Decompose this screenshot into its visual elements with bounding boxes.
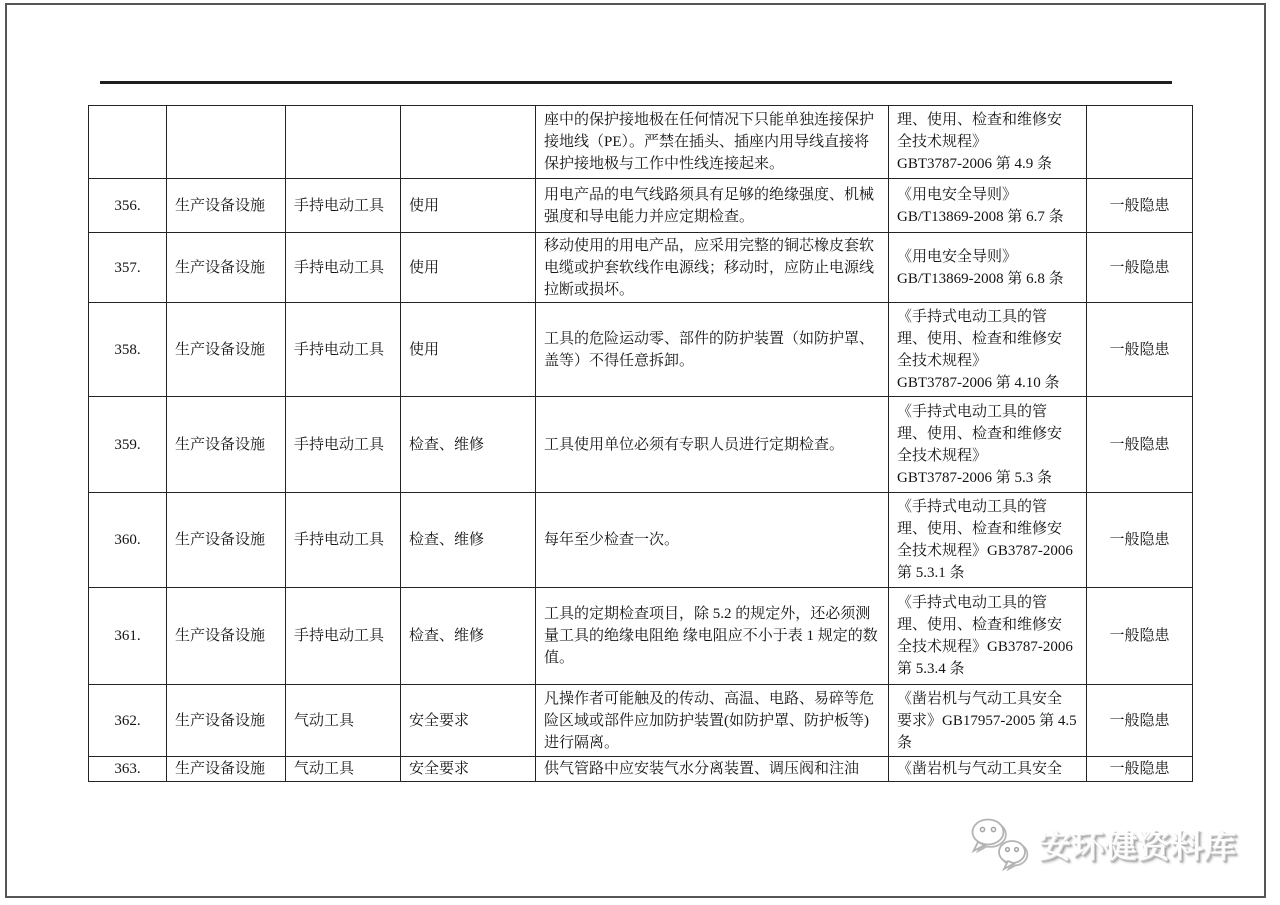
cell-subcategory: 手持电动工具 xyxy=(286,588,401,685)
cell-subcategory: 手持电动工具 xyxy=(286,493,401,588)
cell-description: 工具的定期检查项目，除 5.2 的规定外，还必须测量工具的绝缘电阻绝 缘电阻应不小于表 1 规定的数值。 xyxy=(536,588,889,685)
cell-category: 生产设备设施 xyxy=(167,685,286,757)
cell-reference: 理、使用、检查和维修安 全技术规程》 GBT3787-2006 第 4.9 条 xyxy=(889,106,1087,179)
cell-activity: 检查、维修 xyxy=(401,493,536,588)
cell-no xyxy=(89,106,167,179)
hazard-table-body xyxy=(89,106,1193,782)
cell-subcategory: 手持电动工具 xyxy=(286,303,401,397)
cell-activity: 使用 xyxy=(401,233,536,303)
cell-subcategory: 手持电动工具 xyxy=(286,397,401,493)
cell-description: 座中的保护接地极在任何情况下只能单独连接保护接地线（PE）。严禁在插头、插座内用导线直接将保护接地极与工作中性线连接起来。 xyxy=(536,106,889,179)
cell-reference: 《用电安全导则》 GB/T13869-2008 第 6.8 条 xyxy=(889,233,1087,303)
cell-activity: 检查、维修 xyxy=(401,397,536,493)
cell-description: 工具使用单位必须有专职人员进行定期检查。 xyxy=(536,397,889,493)
cell-hazard xyxy=(1087,106,1193,179)
cell-category: 生产设备设施 xyxy=(167,397,286,493)
cell-description: 用电产品的电气线路须具有足够的绝缘强度、机械强度和导电能力并应定期检查。 xyxy=(536,179,889,233)
table-row xyxy=(89,493,1193,588)
cell-hazard: 一般隐患 xyxy=(1087,757,1193,782)
cell-hazard: 一般隐患 xyxy=(1087,493,1193,588)
table-row xyxy=(89,303,1193,397)
table-row xyxy=(89,179,1193,233)
cell-reference: 《手持式电动工具的管 理、使用、检查和维修安 全技术规程》 GBT3787-2006 第 4.10 条 xyxy=(889,303,1087,397)
cell-reference: 《手持式电动工具的管 理、使用、检查和维修安 全技术规程》GB3787-2006 第 5.3.1 条 xyxy=(889,493,1087,588)
cell-reference: 《手持式电动工具的管 理、使用、检查和维修安 全技术规程》GB3787-2006 第 5.3.4 条 xyxy=(889,588,1087,685)
wechat-icon xyxy=(968,816,1030,872)
cell-subcategory: 气动工具 xyxy=(286,685,401,757)
cell-reference: 《凿岩机与气动工具安全 xyxy=(889,757,1087,782)
cell-activity: 安全要求 xyxy=(401,685,536,757)
cell-no: 362. xyxy=(89,685,167,757)
cell-hazard: 一般隐患 xyxy=(1087,685,1193,757)
cell-activity: 使用 xyxy=(401,303,536,397)
cell-no: 361. xyxy=(89,588,167,685)
table-row xyxy=(89,685,1193,757)
cell-activity: 安全要求 xyxy=(401,757,536,782)
hazard-checklist-table xyxy=(88,105,1193,782)
cell-no: 357. xyxy=(89,233,167,303)
cell-category: 生产设备设施 xyxy=(167,233,286,303)
cell-subcategory xyxy=(286,106,401,179)
cell-reference: 《凿岩机与气动工具安全 要求》GB17957-2005 第 4.5 条 xyxy=(889,685,1087,757)
cell-activity: 检查、维修 xyxy=(401,588,536,685)
cell-hazard: 一般隐患 xyxy=(1087,397,1193,493)
cell-subcategory: 气动工具 xyxy=(286,757,401,782)
cell-description: 工具的危险运动零、部件的防护装置（如防护罩、盖等）不得任意拆卸。 xyxy=(536,303,889,397)
cell-subcategory: 手持电动工具 xyxy=(286,233,401,303)
cell-no: 358. xyxy=(89,303,167,397)
cell-no: 360. xyxy=(89,493,167,588)
cell-description: 移动使用的用电产品，应采用完整的铜芯橡皮套软电缆或护套软线作电源线；移动时，应防止电源线拉断或损坏。 xyxy=(536,233,889,303)
cell-activity xyxy=(401,106,536,179)
header-rule xyxy=(100,81,1172,84)
table-row xyxy=(89,397,1193,493)
cell-category: 生产设备设施 xyxy=(167,303,286,397)
cell-reference: 《用电安全导则》 GB/T13869-2008 第 6.7 条 xyxy=(889,179,1087,233)
table-row xyxy=(89,233,1193,303)
cell-hazard: 一般隐患 xyxy=(1087,303,1193,397)
cell-category: 生产设备设施 xyxy=(167,757,286,782)
cell-reference: 《手持式电动工具的管 理、使用、检查和维修安 全技术规程》 GBT3787-2006 第 5.3 条 xyxy=(889,397,1087,493)
table-row xyxy=(89,106,1193,179)
cell-category: 生产设备设施 xyxy=(167,493,286,588)
cell-category xyxy=(167,106,286,179)
watermark-text: 安环健资料库 xyxy=(1039,828,1238,864)
cell-category: 生产设备设施 xyxy=(167,179,286,233)
cell-description: 每年至少检查一次。 xyxy=(536,493,889,588)
table-row xyxy=(89,757,1193,782)
cell-no: 359. xyxy=(89,397,167,493)
watermark xyxy=(968,812,1260,876)
cell-hazard: 一般隐患 xyxy=(1087,588,1193,685)
cell-description: 凡操作者可能触及的传动、高温、电路、易碎等危险区域或部件应加防护装置(如防护罩、防护板等)进行隔离。 xyxy=(536,685,889,757)
cell-description: 供气管路中应安装气水分离装置、调压阀和注油 xyxy=(536,757,889,782)
cell-activity: 使用 xyxy=(401,179,536,233)
cell-subcategory: 手持电动工具 xyxy=(286,179,401,233)
cell-no: 363. xyxy=(89,757,167,782)
cell-no: 356. xyxy=(89,179,167,233)
cell-hazard: 一般隐患 xyxy=(1087,233,1193,303)
table-row xyxy=(89,588,1193,685)
cell-hazard: 一般隐患 xyxy=(1087,179,1193,233)
cell-category: 生产设备设施 xyxy=(167,588,286,685)
